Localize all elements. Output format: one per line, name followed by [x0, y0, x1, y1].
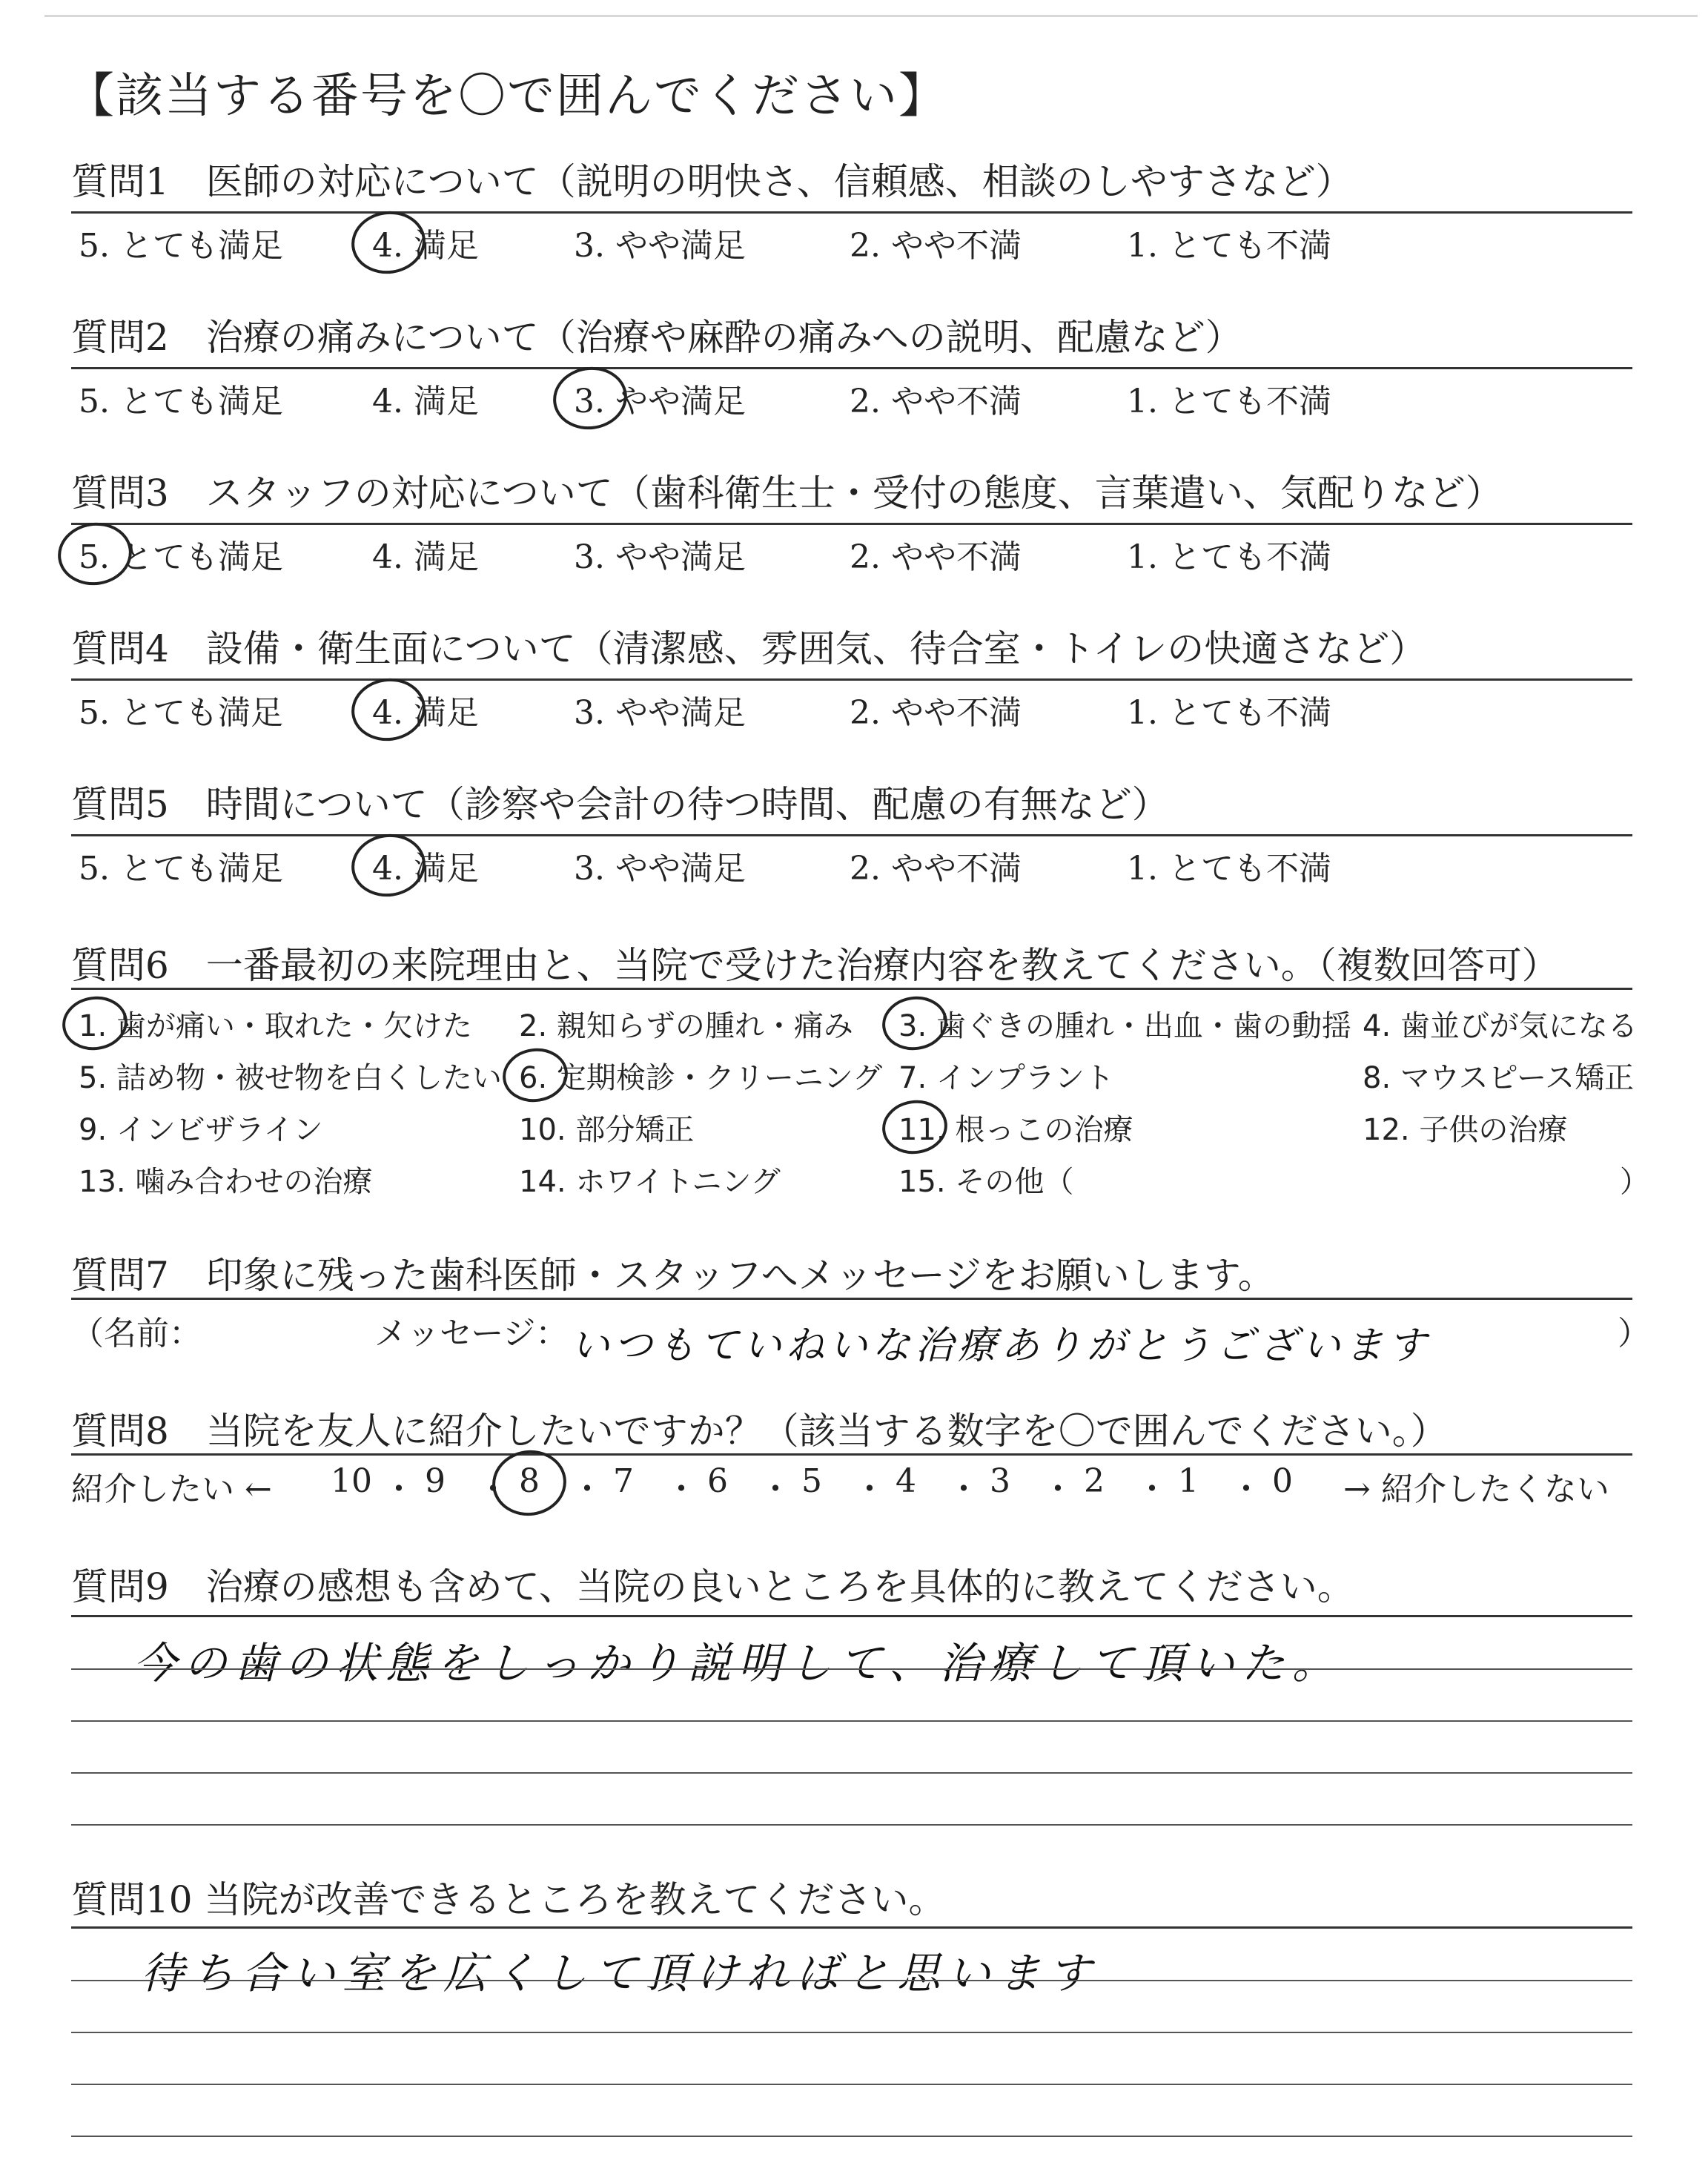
question-3-label: 質問3 スタッフの対応について（歯科衛生士・受付の態度、言葉遣い、気配りなど） — [71, 472, 1503, 515]
question-2-option-3: 3. やや満足 — [574, 383, 746, 420]
question-4-selected-circle — [349, 676, 428, 744]
question-5-option-4: 4. 満足 — [372, 850, 479, 888]
question-4-label: 質問4 設備・衛生面について（清潔感、雰囲気、待合室・トイレの快適さなど） — [71, 627, 1427, 670]
question-4-option-3: 3. やや満足 — [574, 694, 746, 732]
question-1-option-4: 4. 満足 — [372, 227, 479, 265]
q6-option-4: 4. 歯並びが気になる — [1363, 1009, 1638, 1043]
question-5-option-3: 3. やや満足 — [574, 850, 746, 888]
question-1-option-1: 1. とても不満 — [1127, 227, 1331, 265]
q6-close-paren: ） — [1620, 1165, 1649, 1199]
question-2-option-1: 1. とても不満 — [1127, 383, 1331, 420]
question-2-option-2: 2. やや不満 — [850, 383, 1022, 420]
q8-scale-separator: ・ — [383, 1470, 415, 1508]
question-5-selected-circle — [349, 831, 428, 900]
q6-selected-circle-1 — [61, 994, 130, 1052]
question-1-option-2: 2. やや不満 — [850, 227, 1022, 265]
q6-option-2: 2. 親知らずの腫れ・痛み — [519, 1009, 853, 1043]
question-4-option-1: 1. とても不満 — [1127, 694, 1331, 732]
question-3-option-5: 5. とても満足 — [79, 538, 283, 576]
q6-option-8: 8. マウスピース矯正 — [1363, 1061, 1635, 1095]
q8-scale-7: 7 — [613, 1462, 634, 1500]
question-1-label: 質問1 医師の対応について（説明の明快さ、信頼感、相談のしやすさなど） — [71, 160, 1353, 203]
q6-option-5: 5. 詰め物・被せ物を白くしたい — [79, 1061, 502, 1095]
q6-option-9: 9. インビザライン — [79, 1113, 323, 1147]
question-1-option-5: 5. とても満足 — [79, 227, 283, 265]
q6-option-1: 1. 歯が痛い・取れた・欠けた — [79, 1009, 472, 1043]
q6-selected-circle-11 — [881, 1097, 950, 1156]
question-3-option-3: 3. やや満足 — [574, 538, 746, 576]
q8-scale-separator: ・ — [1136, 1470, 1168, 1508]
q8-scale-separator: ・ — [477, 1470, 509, 1508]
q8-scale-separator: ・ — [1042, 1470, 1074, 1508]
question-3-selected-circle — [56, 520, 134, 589]
q9-label: 質問9 治療の感想も含めて、当院の良いところを具体的に教えてください。 — [71, 1565, 1354, 1608]
q6-label: 質問6 一番最初の来院理由と、当院で受けた治療内容を教えてください。（複数回答可） — [71, 944, 1559, 987]
q8-scale-4: 4 — [896, 1462, 916, 1500]
q6-option-7: 7. インプラント — [898, 1061, 1114, 1095]
q8-scale-0: 0 — [1272, 1462, 1293, 1500]
q6-option-14: 14. ホワイトニング — [519, 1165, 781, 1199]
q8-scale-3: 3 — [990, 1462, 1010, 1500]
q8-scale-separator: ・ — [1230, 1470, 1262, 1508]
question-2-option-4: 4. 満足 — [372, 383, 479, 420]
q7-close-paren: ） — [1618, 1315, 1650, 1353]
q6-selected-circle-3 — [881, 994, 950, 1052]
q6-option-13: 13. 噛み合わせの治療 — [79, 1165, 373, 1199]
question-4-option-2: 2. やや不満 — [850, 694, 1022, 732]
q6-option-11: 11. 根っこの治療 — [898, 1113, 1133, 1147]
page-title: 【該当する番号を〇で囲んでください】 — [67, 69, 947, 124]
q7-name-label: （名前： — [71, 1315, 202, 1353]
q8-scale-6: 6 — [707, 1462, 728, 1500]
question-1-selected-circle — [349, 208, 428, 277]
question-4-option-5: 5. とても満足 — [79, 694, 283, 732]
q6-selected-circle-6 — [501, 1046, 570, 1104]
q8-right-label: → 紹介したくない — [1343, 1470, 1609, 1508]
q8-scale-separator: ・ — [853, 1470, 886, 1508]
question-5-option-5: 5. とても満足 — [79, 850, 283, 888]
q8-label: 質問8 当院を友人に紹介したいですか？（該当する数字を〇で囲んでください。） — [71, 1410, 1448, 1453]
q8-scale-separator: ・ — [571, 1470, 603, 1508]
q8-scale-1: 1 — [1178, 1462, 1199, 1500]
question-3-option-1: 1. とても不満 — [1127, 538, 1331, 576]
q7-message-label: メッセージ： — [374, 1315, 569, 1353]
q6-option-15: 15. その他（ — [898, 1165, 1074, 1199]
q8-scale-separator: ・ — [759, 1470, 792, 1508]
question-5-option-2: 2. やや不満 — [850, 850, 1022, 888]
question-3-option-2: 2. やや不満 — [850, 538, 1022, 576]
q10-answer: 待ち合い室を広くして頂ければと思います — [141, 1948, 1099, 1998]
q6-option-12: 12. 子供の治療 — [1363, 1113, 1568, 1147]
q8-scale-9: 9 — [425, 1462, 446, 1500]
q8-scale-separator: ・ — [665, 1470, 698, 1508]
q8-scale-8: 8 — [519, 1462, 540, 1500]
q8-scale-2: 2 — [1084, 1462, 1105, 1500]
question-2-selected-circle — [551, 364, 629, 433]
question-2-option-5: 5. とても満足 — [79, 383, 283, 420]
q8-scale-separator: ・ — [947, 1470, 980, 1508]
question-1-option-3: 3. やや満足 — [574, 227, 746, 265]
q6-option-6: 6. 定期検診・クリーニング — [519, 1061, 883, 1095]
q6-option-10: 10. 部分矯正 — [519, 1113, 695, 1147]
question-5-label: 質問5 時間について（診察や会計の待つ時間、配慮の有無など） — [71, 783, 1169, 826]
q6-option-3: 3. 歯ぐきの腫れ・出血・歯の動揺 — [898, 1009, 1351, 1043]
q8-scale-5: 5 — [801, 1462, 822, 1500]
question-2-label: 質問2 治療の痛みについて（治療や麻酔の痛みへの説明、配慮など） — [71, 316, 1242, 359]
q8-selected-circle — [490, 1447, 569, 1519]
q7-label: 質問7 印象に残った歯科医師・スタッフへメッセージをお願いします。 — [71, 1254, 1275, 1297]
question-5-option-1: 1. とても不満 — [1127, 850, 1331, 888]
q8-left-label: 紹介したい ← — [71, 1470, 272, 1508]
q8-scale-10: 10 — [331, 1462, 372, 1500]
q9-answer: 今の歯の状態をしっかり説明して、治療して頂いた。 — [133, 1638, 1343, 1688]
question-3-option-4: 4. 満足 — [372, 538, 479, 576]
q10-label: 質問10 当院が改善できるところを教えてください。 — [71, 1878, 946, 1921]
question-4-option-4: 4. 満足 — [372, 694, 479, 732]
q7-message-value: いつもていねいな治療ありがとうございます — [571, 1324, 1431, 1368]
